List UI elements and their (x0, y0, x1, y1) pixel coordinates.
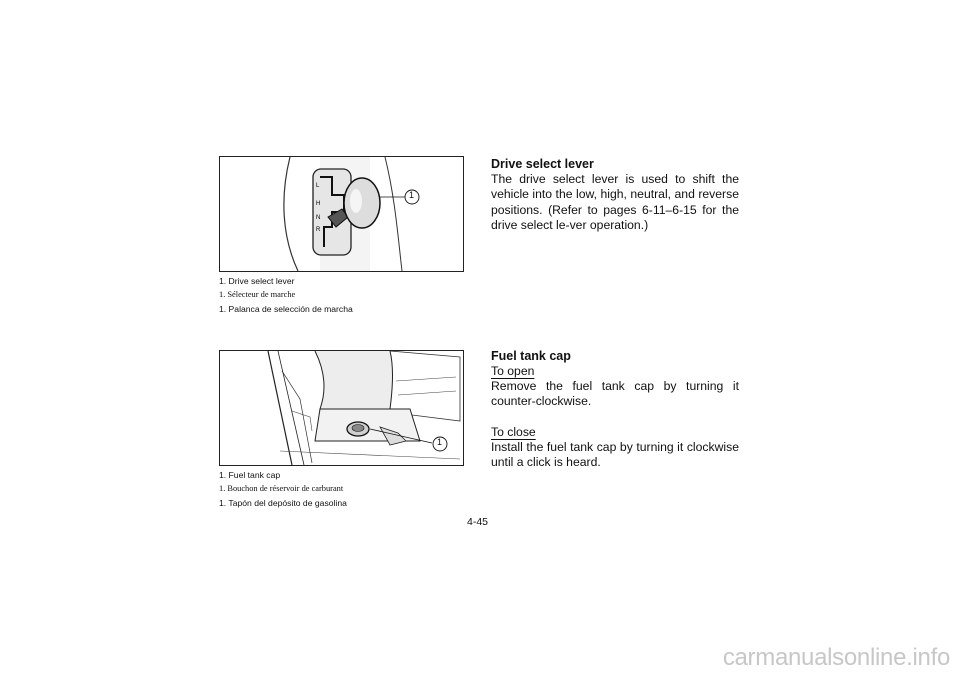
figure1-captions (219, 274, 353, 316)
watermark: carmanualsonline.info (722, 644, 950, 671)
fuel-tank-cap-heading: Fuel tank cap (491, 349, 571, 363)
figure2-caption-es: 1. Tapón del depósito de gasolina (219, 498, 347, 508)
figure1-callout-number: 1 (409, 190, 415, 200)
drive-select-lever-heading: Drive select lever (491, 157, 594, 171)
to-open-label: To open (491, 364, 535, 378)
fuel-tank-cap-illustration (220, 351, 463, 465)
figure2-captions (219, 468, 347, 510)
figure1-caption-en: 1. Drive select lever (219, 276, 295, 286)
to-open-text: Remove the fuel tank cap by turning it counter-clockwise. (491, 379, 739, 409)
figure2-caption-en: 1. Fuel tank cap (219, 470, 281, 480)
page-number: 4-45 (467, 516, 489, 528)
to-close-label: To close (491, 425, 536, 439)
fuel-tank-cap-figure (219, 350, 464, 466)
figure1-caption-fr: 1. Sélecteur de marche (219, 290, 296, 299)
drive-select-lever-illustration (220, 157, 463, 271)
to-close-text: Install the fuel tank cap by turning it clockwise until a click is heard. (491, 440, 739, 470)
svg-text:N: N (316, 215, 321, 221)
svg-text:L: L (316, 183, 320, 189)
drive-select-lever-figure (219, 156, 464, 272)
drive-select-lever-body: The drive select lever is used to shift the vehicle into the low, high, neutral, and reverse positions. (Refer to pages 6-11–6-15 for the drive select le-ver operation.) (491, 172, 739, 232)
figure2-caption-fr: 1. Bouchon de réservoir de carburant (219, 484, 344, 493)
svg-text:R: R (316, 227, 321, 233)
svg-text:H: H (316, 201, 321, 207)
figure1-caption-es: 1. Palanca de selección de marcha (219, 304, 353, 314)
figure2-callout-number: 1 (437, 437, 443, 447)
